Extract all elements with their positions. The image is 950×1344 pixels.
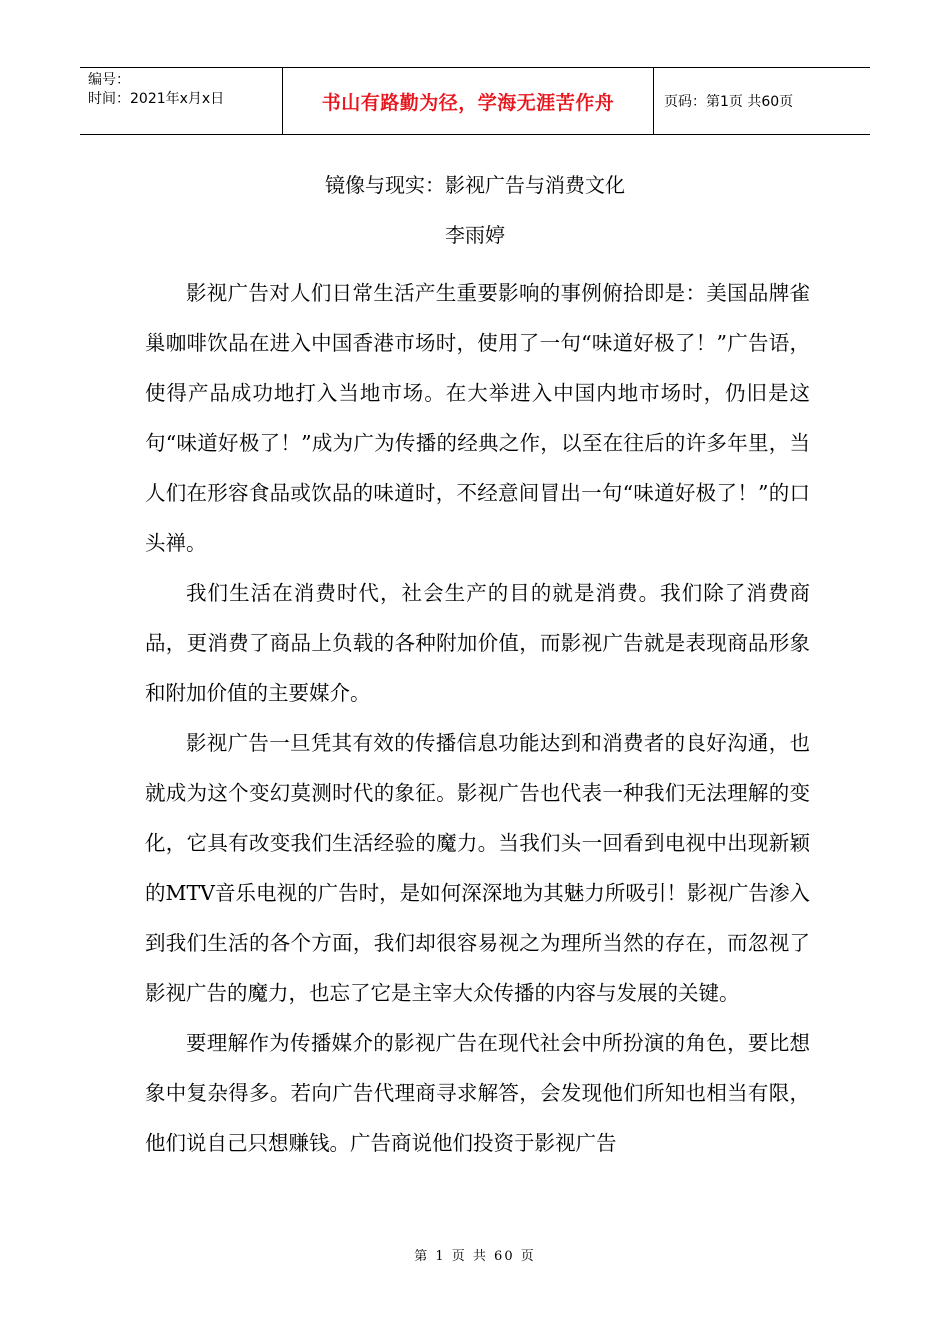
document-author: 李雨婷 (445, 223, 505, 247)
header-meta (80, 68, 282, 134)
document-time-label: 时间：2021年x月x日 (88, 91, 225, 107)
header-page-code: 页码：第1页 共60页 (664, 94, 794, 110)
document-title: 镜像与现实：影视广告与消费文化 (325, 173, 625, 197)
paragraph-1: 影视广告对人们日常生活产生重要影响的事例俯拾即是：美国品牌雀巢咖啡饮品在进入中国香港市场时，使用了一句“味道好极了！”广告语，使得产品成功地打入当地市场。在大举进入中国内地市场时，仍旧是这句“味道好极了！”成为广为传播的经典之作，以至在往后的许多年里，当人们在形容食品或饮品的味道时，不经意间冒出一句“味道好极了！”的口头禅。 (145, 281, 810, 555)
document-number-label: 编号： (88, 72, 130, 88)
paragraph-2: 我们生活在消费时代，社会生产的目的就是消费。我们除了消费商品，更消费了商品上负载的各种附加价值，而影视广告就是表现商品形象和附加价值的主要媒介。 (145, 581, 810, 705)
paragraph-4: 要理解作为传播媒介的影视广告在现代社会中所扮演的角色，要比想象中复杂得多。若向广告代理商寻求解答，会发现他们所知也相当有限，他们说自己只想赚钱。广告商说他们投资于影视广告 (145, 1031, 810, 1155)
paragraph-3: 影视广告一旦凭其有效的传播信息功能达到和消费者的良好沟通，也就成为这个变幻莫测时代的象征。影视广告也代表一种我们无法理解的变化，它具有改变我们生活经验的魔力。当我们头一回看到电视中出现新颖的MTV音乐电视的广告时，是如何深深地为其魅力所吸引！影视广告渗入到我们生活的各个方面，我们却很容易视之为理所当然的存在，而忽视了影视广告的魔力，也忘了它是主宰大众传播的内容与发展的关键。 (145, 731, 810, 1005)
document-body (145, 268, 810, 1168)
document-header (80, 67, 870, 135)
header-motto: 书山有路勤为径，学海无涯苦作舟 (282, 68, 654, 134)
page-footer: 第 1 页 共 60 页 (414, 1249, 536, 1264)
